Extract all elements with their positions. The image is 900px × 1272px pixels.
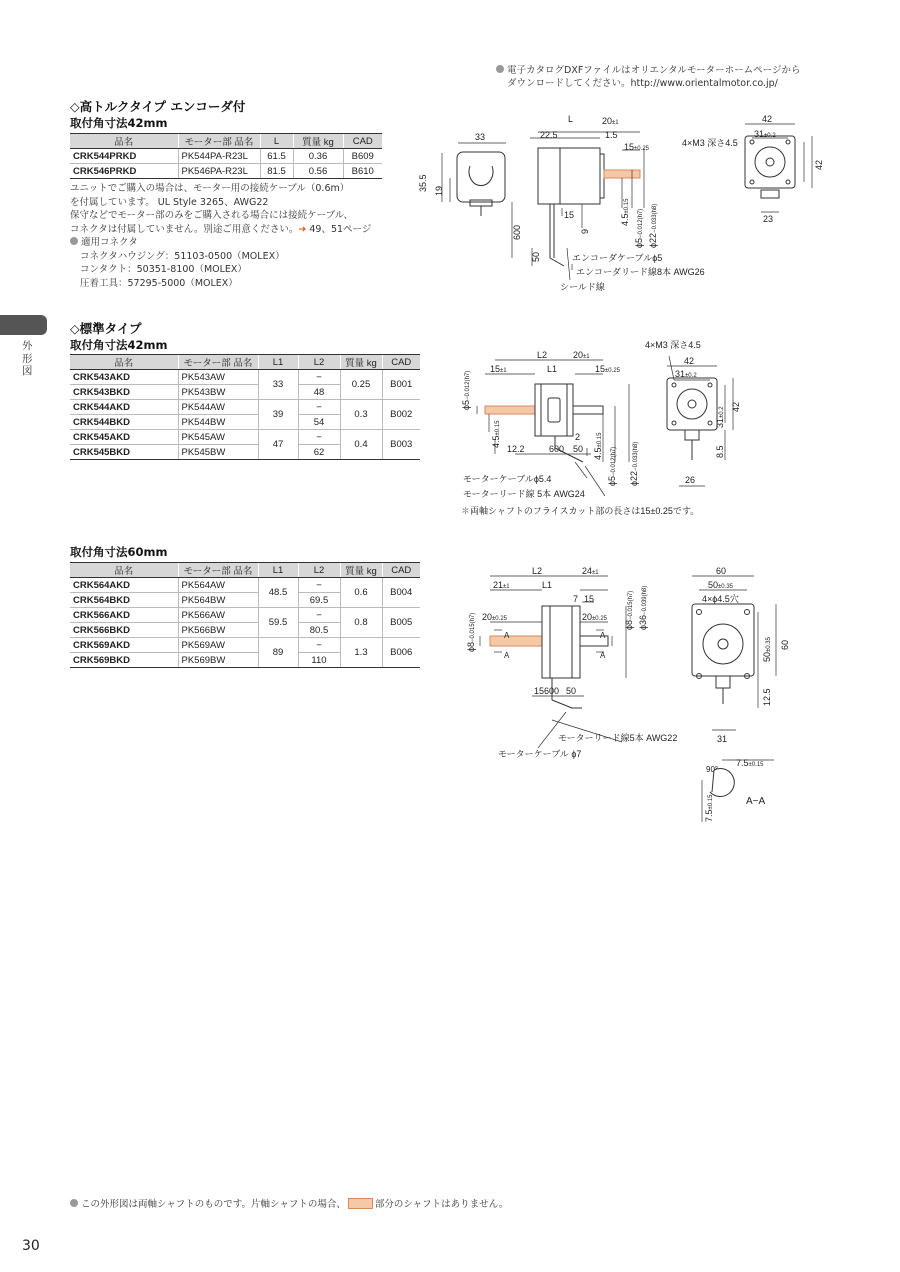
dim-42-v: 42 <box>814 159 824 170</box>
section-subtitle-standard-60: 取付角寸法60mm <box>70 545 168 559</box>
shaft-legend-note: この外形図は両軸シャフトのものです。片軸シャフトの場合、 部分のシャフトはありません。 <box>70 1196 508 1210</box>
dim-42: 42 <box>762 114 773 124</box>
dim-90-deg: 90° <box>706 765 719 774</box>
dim-7-5-a: 7.5 <box>736 758 749 768</box>
svg-text:7.5±0.15: 7.5±0.15 <box>704 794 714 822</box>
svg-text:15±1: 15±1 <box>490 364 507 374</box>
section-marker-a-1: A <box>504 631 510 640</box>
dim-31: 31 <box>717 734 728 744</box>
dim-l: L <box>568 114 574 124</box>
section-subtitle-standard-42: 取付角寸法42mm <box>70 338 168 352</box>
svg-text:24±1: 24±1 <box>582 566 599 576</box>
dim-50-v: 50 <box>762 651 772 662</box>
svg-text:20±1: 20±1 <box>602 116 619 126</box>
label-shield: シールド線 <box>560 282 605 292</box>
label-motor-lead: モーターリード線5本 AWG22 <box>558 733 678 743</box>
svg-text:50±0.35: 50±0.35 <box>762 637 772 662</box>
encoder-notes: ユニットでご購入の場合は、モーター用の接続ケーブル（0.6m） を付属しています。 UL Style 3265、AWG22 保守などでモーター部のみをご購入される場合には接続ケーブル、 コネクタは付属していません。別途ご用意ください。➜ 49、51ページ 適用コネクタ コネクタハウジング：51103-0500（MOLEX） コンタクト：50351-8100（MOLEX） 圧着工具：57295-5000（MOLEX） <box>70 183 372 289</box>
dim-19: 19 <box>434 185 444 196</box>
dim-15-b: 15 <box>564 210 575 220</box>
section-title-encoder: ◇高トルクタイプ エンコーダ付 <box>70 99 246 114</box>
dim-15: 15 <box>624 142 635 152</box>
dim-9: 9 <box>580 228 590 234</box>
table-row: CRK569BKD PK569BW 110 <box>70 653 420 668</box>
svg-text:4.5±0.15: 4.5±0.15 <box>593 432 603 460</box>
svg-text:ϕ5−0.012(h7): ϕ5−0.012(h7) <box>634 208 644 248</box>
svg-text:7.5±0.15: 7.5±0.15 <box>736 758 764 768</box>
side-tab-marker <box>0 315 47 335</box>
svg-text:4.5±0.15: 4.5±0.15 <box>620 198 630 226</box>
spec-table-standard-42 <box>70 354 420 460</box>
dim-50: 50 <box>566 686 577 696</box>
dim-31-v: 31 <box>715 417 725 428</box>
dim-phi5-b: ϕ5 <box>607 475 617 486</box>
dim-15: 15 <box>584 594 595 604</box>
svg-text:ϕ8−0.015(h7): ϕ8−0.015(h7) <box>624 590 634 630</box>
table-row: CRK543BKD PK543BW 48 <box>70 385 420 400</box>
dim-l2: L2 <box>537 350 548 360</box>
dim-phi22: ϕ22 <box>629 470 639 486</box>
label-encoder-cable: エンコーダケーブルϕ5 <box>572 253 663 263</box>
dim-35-5: 35.5 <box>418 174 428 192</box>
dim-20: 20 <box>573 350 584 360</box>
svg-text:ϕ5−0.012(h7): ϕ5−0.012(h7) <box>607 446 617 486</box>
dim-600: 600 <box>512 224 522 240</box>
svg-text:20±1: 20±1 <box>573 350 590 360</box>
dim-2: 2 <box>575 432 581 442</box>
dim-phi5: ϕ5 <box>634 237 644 248</box>
page-number: 30 <box>22 1238 40 1254</box>
dim-20-a: 20 <box>482 612 493 622</box>
dim-31: 31 <box>754 129 765 139</box>
dim-l1: L1 <box>542 580 553 590</box>
table-row: CRK544AKD PK544AW 39 − 0.3 B002 <box>70 400 420 415</box>
svg-text:15±0.25: 15±0.25 <box>595 364 620 374</box>
dim-21: 21 <box>493 580 504 590</box>
dim-60: 60 <box>716 566 727 576</box>
svg-text:ϕ22−0.033(h8): ϕ22−0.033(h8) <box>648 203 658 248</box>
dim-phi22: ϕ22 <box>648 232 658 248</box>
svg-text:31±0.2: 31±0.2 <box>675 369 697 379</box>
dim-7-5-b: 7.5 <box>704 809 714 822</box>
dim-phi36: ϕ36 <box>638 614 648 630</box>
spec-table-standard-60 <box>70 562 420 668</box>
dim-600: 600 <box>544 686 560 696</box>
dim-60-v: 60 <box>780 639 790 650</box>
dim-42-v: 42 <box>731 401 741 412</box>
svg-text:ϕ5−0.012(h7): ϕ5−0.012(h7) <box>461 370 471 410</box>
bullet-icon <box>496 65 504 73</box>
dim-15-b: 15 <box>534 686 545 696</box>
section-label-a-a: A−A <box>746 796 766 807</box>
table-row: CRK545BKD PK545BW 62 <box>70 445 420 460</box>
table-row: CRK544PRKD PK544PA-R23L 61.5 0.36 B609 <box>70 149 382 164</box>
dim-4xm3: 4×M3 深さ4.5 <box>682 138 738 148</box>
table-row: CRK545AKD PK545AW 47 − 0.4 B003 <box>70 430 420 445</box>
dim-4xphi4-5: 4×ϕ4.5穴 <box>702 594 739 604</box>
page-reference-link[interactable]: 49、51ページ <box>306 223 372 235</box>
dim-26: 26 <box>685 475 696 485</box>
shaft-note: ✽両軸シャフトのフライスカット部の長さは15±0.25です。 <box>461 506 700 516</box>
label-motor-lead: モーターリード線 5本 AWG24 <box>463 489 585 499</box>
table-header-row: 品名 モーター部 品名 L1 L2 質量 kg CAD <box>70 563 420 578</box>
dim-12-5: 12.5 <box>762 688 772 706</box>
section-subtitle-encoder: 取付角寸法42mm <box>70 116 168 130</box>
svg-text:ϕ8−0.015(h7): ϕ8−0.015(h7) <box>466 612 476 652</box>
dim-phi8-b: ϕ8 <box>624 619 634 630</box>
table-row: CRK569AKD PK569AW 89 − 1.3 B006 <box>70 638 420 653</box>
dim-600: 600 <box>549 444 565 454</box>
dim-50-s: 50 <box>708 580 719 590</box>
svg-text:31±0.2: 31±0.2 <box>715 406 725 428</box>
table-row: CRK564BKD PK564BW 69.5 <box>70 593 420 608</box>
dim-7: 7 <box>573 594 579 604</box>
table-row: CRK543AKD PK543AW 33 − 0.25 B001 <box>70 370 420 385</box>
svg-text:ϕ36−0.039(h8): ϕ36−0.039(h8) <box>638 585 648 630</box>
dim-24: 24 <box>582 566 593 576</box>
dim-phi5: ϕ5 <box>461 399 471 410</box>
svg-text:ϕ22−0.033(h8): ϕ22−0.033(h8) <box>629 441 639 486</box>
dim-12-2: 12.2 <box>507 444 525 454</box>
dim-l2: L2 <box>532 566 543 576</box>
dim-15-b: 15 <box>595 364 606 374</box>
table-header-row: 品名 モーター部 品名 L1 L2 質量 kg CAD <box>70 355 420 370</box>
shaft-color-swatch <box>348 1198 373 1209</box>
svg-text:50±0.35: 50±0.35 <box>708 580 733 590</box>
table-header-row: 品名 モーター部 品名 L 質量 kg CAD <box>70 134 382 149</box>
dim-22-5: 22.5 <box>540 130 558 140</box>
dim-15-a: 15 <box>490 364 501 374</box>
side-tab-label: 外形図 <box>22 340 33 377</box>
dim-l1: L1 <box>547 364 558 374</box>
arrow-right-icon: ➜ <box>298 223 307 235</box>
table-row: CRK546PRKD PK546PA-R23L 81.5 0.56 B610 <box>70 164 382 179</box>
dim-4-5-b: 4.5 <box>593 447 603 460</box>
svg-text:21±1: 21±1 <box>493 580 510 590</box>
svg-text:4.5±0.15: 4.5±0.15 <box>491 420 501 448</box>
section-title-standard: ◇標準タイプ <box>70 321 142 336</box>
dim-20: 20 <box>602 116 613 126</box>
table-row: CRK544BKD PK544BW 54 <box>70 415 420 430</box>
dim-1-5: 1.5 <box>605 130 618 140</box>
svg-text:20±0.25: 20±0.25 <box>482 612 507 622</box>
dim-4xm3: 4×M3 深さ4.5 <box>645 340 701 350</box>
section-marker-a-4: A <box>600 651 606 660</box>
label-motor-cable: モーターケーブルϕ5.4 <box>463 474 552 484</box>
dim-4-5: 4.5 <box>620 213 630 226</box>
label-encoder-lead: エンコーダリード線8本 AWG26 <box>576 267 705 277</box>
dxf-download-note: 電子カタログDXFファイルはオリエンタルモーターホームページから ダウンロードしてください。http://www.orientalmotor.co.jp/ <box>496 64 836 90</box>
table-row: CRK566AKD PK566AW 59.5 − 0.8 B005 <box>70 608 420 623</box>
svg-text:20±0.25: 20±0.25 <box>582 612 607 622</box>
drawing-standard-42 <box>455 336 755 522</box>
section-marker-a-2: A <box>504 651 510 660</box>
dim-4-5: 4.5 <box>491 435 501 448</box>
dim-50: 50 <box>531 251 541 262</box>
svg-text:15±0.25: 15±0.25 <box>624 142 649 152</box>
dim-8-5: 8.5 <box>715 445 725 458</box>
dim-20-b: 20 <box>582 612 593 622</box>
dim-42: 42 <box>684 356 695 366</box>
label-motor-cable: モーターケーブル ϕ7 <box>498 749 582 759</box>
dim-50: 50 <box>573 444 584 454</box>
table-row: CRK566BKD PK566BW 80.5 <box>70 623 420 638</box>
bullet-icon <box>70 1199 78 1207</box>
table-row: CRK564AKD PK564AW 48.5 − 0.6 B004 <box>70 578 420 593</box>
dim-33: 33 <box>475 132 486 142</box>
spec-table-encoder <box>70 133 382 179</box>
drawing-encoder-type <box>412 108 852 300</box>
dim-31: 31 <box>675 369 686 379</box>
dim-phi8: ϕ8 <box>466 641 476 652</box>
drawing-standard-60 <box>462 560 802 830</box>
dim-23: 23 <box>763 214 774 224</box>
section-marker-a-3: A <box>600 631 606 640</box>
bullet-icon <box>70 237 78 245</box>
svg-text:31±0.2: 31±0.2 <box>754 129 776 139</box>
